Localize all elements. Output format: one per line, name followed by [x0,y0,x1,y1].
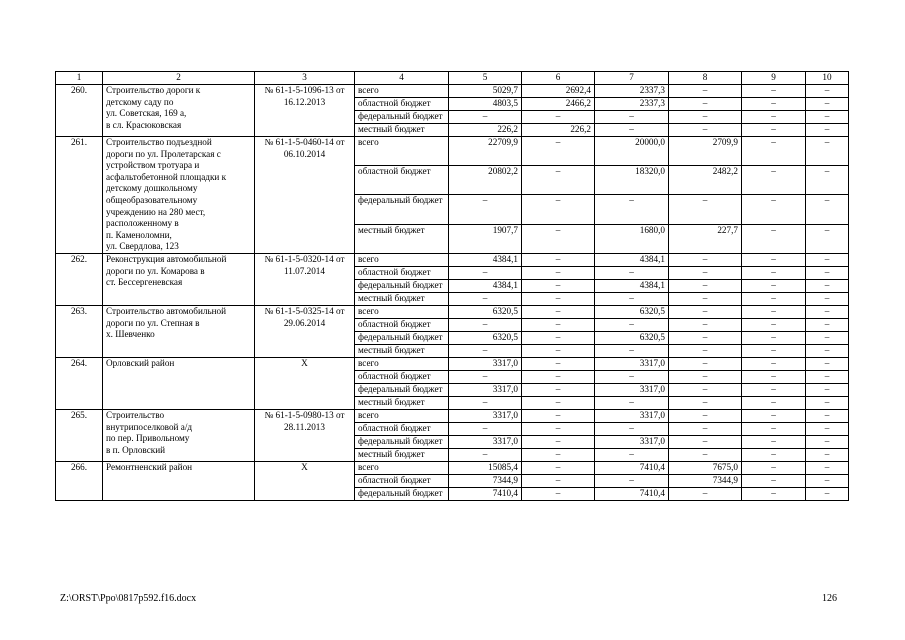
value-cell: – [742,137,806,166]
object-name-line: дороги по ул. Комарова в [106,265,205,276]
funding-source-cell: областной бюджет [355,370,449,383]
value-cell: 6320,5 [595,331,669,344]
value-cell: – [522,487,595,500]
value-cell: 15085,4 [449,461,522,474]
object-name-cell [103,137,255,254]
funding-source-cell: всего [355,137,449,166]
value-cell: 6320,5 [449,305,522,318]
object-name-line: п. Каменоломни, [106,229,172,240]
value-cell: 4384,1 [449,279,522,292]
funding-source-cell: местный бюджет [355,396,449,409]
value-cell: – [522,279,595,292]
funding-source-cell: местный бюджет [355,292,449,305]
value-cell: – [806,166,849,195]
document-ref-line: № 61-1-5-0320-14 от [264,253,345,264]
value-cell: 2466,2 [522,98,595,111]
value-cell: – [595,448,669,461]
value-cell: – [522,409,595,422]
funding-source-cell: всего [355,85,449,98]
value-cell: – [449,292,522,305]
value-cell: 18320,0 [595,166,669,195]
value-cell: 3317,0 [449,357,522,370]
value-cell: 20000,0 [595,137,669,166]
value-cell: – [522,474,595,487]
value-cell: – [806,448,849,461]
value-cell: – [669,253,742,266]
value-cell: – [742,357,806,370]
value-cell: – [806,195,849,224]
row-number-cell: 263. [56,305,103,357]
object-name-line: ул. Свердлова, 123 [106,241,179,252]
document-ref-cell [255,409,355,461]
object-name-line: х. Шевченко [106,329,155,340]
document-ref-line: № 61-1-5-0460-14 от [264,137,345,147]
value-cell: – [742,487,806,500]
funding-source-cell: местный бюджет [355,448,449,461]
row-number-cell: 260. [56,85,103,137]
header-cell: 2 [103,72,255,85]
value-cell: 7410,4 [595,487,669,500]
table-row [56,357,849,370]
value-cell: – [806,344,849,357]
value-cell: 3317,0 [449,409,522,422]
value-cell: – [595,474,669,487]
document-ref-line: № 61-1-5-1096-13 от [264,85,345,95]
document-ref-line: № 61-1-5-0980-13 от [264,409,345,420]
value-cell: – [806,266,849,279]
object-name-line: Реконструкция автомобильной [106,253,227,264]
value-cell: 5029,7 [449,85,522,98]
value-cell: 2337,3 [595,85,669,98]
row-number-cell: 262. [56,253,103,305]
value-cell: – [669,331,742,344]
value-cell: – [595,396,669,409]
value-cell: 4384,1 [595,279,669,292]
value-cell: – [449,370,522,383]
value-cell: – [522,166,595,195]
document-ref-line: 16.12.2013 [283,96,326,107]
value-cell: 3317,0 [595,435,669,448]
funding-source-cell: областной бюджет [355,422,449,435]
value-cell: – [669,383,742,396]
object-name-cell [103,305,255,357]
value-cell: – [522,396,595,409]
value-cell: – [669,357,742,370]
value-cell: – [806,124,849,137]
value-cell: 4384,1 [449,253,522,266]
value-cell: – [669,318,742,331]
value-cell: – [669,124,742,137]
value-cell: 226,2 [449,124,522,137]
value-cell: – [669,292,742,305]
value-cell: – [806,474,849,487]
value-cell: – [669,344,742,357]
value-cell: – [806,224,849,253]
value-cell: 2709,9 [669,137,742,166]
object-name-cell [103,461,255,500]
document-ref-cell [255,253,355,305]
value-cell: – [522,344,595,357]
object-name-cell [103,357,255,409]
value-cell: – [669,435,742,448]
value-cell: – [669,279,742,292]
value-cell: – [669,448,742,461]
value-cell: – [806,409,849,422]
object-name-line: внутрипоселковой а/д [106,421,193,432]
program-table [55,71,849,501]
header-cell: 10 [806,72,849,85]
document-ref-line: X [301,461,308,472]
document-ref-line: 11.07.2014 [283,265,325,276]
object-name-cell [103,253,255,305]
object-name-cell [103,85,255,137]
value-cell: – [522,195,595,224]
value-cell: – [522,292,595,305]
value-cell: – [806,435,849,448]
value-cell: 3317,0 [595,409,669,422]
value-cell: – [669,370,742,383]
value-cell: – [806,396,849,409]
value-cell: – [522,435,595,448]
funding-source-cell: всего [355,253,449,266]
value-cell: – [595,344,669,357]
value-cell: – [669,111,742,124]
value-cell: – [742,124,806,137]
value-cell: – [449,448,522,461]
document-ref-line: X [301,357,308,368]
object-name-line: Строительство автомобильной [106,305,227,316]
value-cell: – [595,266,669,279]
value-cell: – [742,195,806,224]
value-cell: – [595,422,669,435]
funding-source-cell: областной бюджет [355,318,449,331]
document-ref-cell [255,357,355,409]
row-number-cell: 261. [56,137,103,254]
value-cell: – [806,422,849,435]
header-cell: 3 [255,72,355,85]
document-ref-line: 28.11.2013 [283,421,325,432]
object-name-line: детскому дошкольному [106,183,198,194]
object-name-line: ул. Советская, 169 а, [106,108,187,119]
object-name-line: учреждению на 280 мест, [106,206,206,217]
value-cell: – [742,224,806,253]
value-cell: – [669,409,742,422]
table-row [56,461,849,474]
object-name-line: общеобразовательному [106,194,198,205]
value-cell: – [806,318,849,331]
value-cell: – [449,318,522,331]
funding-source-cell: областной бюджет [355,98,449,111]
value-cell: 4384,1 [595,253,669,266]
value-cell: – [806,111,849,124]
funding-source-cell: всего [355,305,449,318]
value-cell: – [449,422,522,435]
document-ref-cell [255,85,355,137]
value-cell: – [522,370,595,383]
value-cell: 227,7 [669,224,742,253]
object-name-line: ст. Бессергеневская [106,277,183,288]
value-cell: – [595,111,669,124]
value-cell: – [806,85,849,98]
value-cell: – [806,383,849,396]
value-cell: – [522,318,595,331]
funding-source-cell: местный бюджет [355,224,449,253]
object-name-line: по пер. Привольному [106,433,190,444]
header-cell: 6 [522,72,595,85]
value-cell: – [595,318,669,331]
table-row [56,305,849,318]
value-cell: – [742,409,806,422]
object-name-line: в п. Орловский [106,444,166,455]
object-name-line: расположенному в [106,218,179,229]
value-cell: – [806,357,849,370]
table-body [56,72,849,501]
object-name-line: асфальтобетонной площадки к [106,171,227,182]
object-name-line: устройством тротуара и [106,160,200,171]
value-cell: – [742,166,806,195]
value-cell: 7675,0 [669,461,742,474]
value-cell: – [669,85,742,98]
value-cell: – [669,305,742,318]
object-name-line: Ремонтненский район [106,461,193,472]
value-cell: – [669,98,742,111]
value-cell: – [742,383,806,396]
value-cell: – [669,396,742,409]
value-cell: – [522,137,595,166]
row-number-cell: 266. [56,461,103,500]
funding-source-cell: федеральный бюджет [355,279,449,292]
object-name-line: детскому саду по [106,96,174,107]
object-name-line: дороги по ул. Пролетарская с [106,148,221,159]
value-cell: – [742,370,806,383]
value-cell: 7410,4 [595,461,669,474]
funding-source-cell: федеральный бюджет [355,331,449,344]
value-cell: – [806,487,849,500]
header-cell: 1 [56,72,103,85]
value-cell: – [449,111,522,124]
value-cell: 20802,2 [449,166,522,195]
value-cell: – [742,422,806,435]
header-row [56,72,849,85]
value-cell: 3317,0 [595,383,669,396]
object-name-line: дороги по ул. Степная в [106,317,200,328]
value-cell: – [449,195,522,224]
value-cell: – [595,124,669,137]
value-cell: – [742,253,806,266]
funding-source-cell: федеральный бюджет [355,111,449,124]
document-ref-cell [255,137,355,254]
value-cell: – [742,98,806,111]
value-cell: 1680,0 [595,224,669,253]
table-row [56,253,849,266]
value-cell: – [742,85,806,98]
funding-source-cell: федеральный бюджет [355,435,449,448]
value-cell: – [669,422,742,435]
table-row [56,85,849,98]
funding-source-cell: федеральный бюджет [355,487,449,500]
value-cell: 6320,5 [449,331,522,344]
value-cell: 1907,7 [449,224,522,253]
funding-source-cell: всего [355,357,449,370]
value-cell: – [742,318,806,331]
value-cell: – [806,305,849,318]
value-cell: – [522,448,595,461]
value-cell: 4803,5 [449,98,522,111]
table-row [56,409,849,422]
page-number: 126 [822,593,837,604]
object-name-line: Строительство дороги к [106,85,201,95]
value-cell: 22709,9 [449,137,522,166]
value-cell: – [595,292,669,305]
value-cell: – [522,305,595,318]
funding-source-cell: областной бюджет [355,166,449,195]
value-cell: – [742,396,806,409]
funding-source-cell: всего [355,461,449,474]
header-cell: 7 [595,72,669,85]
value-cell: – [522,383,595,396]
value-cell: – [669,266,742,279]
value-cell: – [742,331,806,344]
value-cell: 7344,9 [449,474,522,487]
value-cell: 7410,4 [449,487,522,500]
value-cell: – [595,370,669,383]
value-cell: 2337,3 [595,98,669,111]
document-ref-line: № 61-1-5-0325-14 от [264,305,345,316]
funding-source-cell: федеральный бюджет [355,195,449,224]
header-cell: 9 [742,72,806,85]
value-cell: – [449,266,522,279]
header-cell: 8 [669,72,742,85]
value-cell: – [522,224,595,253]
value-cell: – [449,396,522,409]
value-cell: 3317,0 [595,357,669,370]
value-cell: – [595,195,669,224]
value-cell: – [742,461,806,474]
object-name-cell [103,409,255,461]
value-cell: – [742,266,806,279]
footer-file-path: Z:\ORST\Ppo\0817p592.f16.docx [60,593,197,604]
value-cell: – [742,344,806,357]
value-cell: – [742,448,806,461]
value-cell: – [806,370,849,383]
document-ref-line: 06.10.2014 [283,148,326,159]
document-ref-cell [255,461,355,500]
value-cell: – [742,292,806,305]
funding-source-cell: местный бюджет [355,124,449,137]
funding-source-cell: областной бюджет [355,474,449,487]
header-cell: 5 [449,72,522,85]
value-cell: – [806,98,849,111]
value-cell: – [669,195,742,224]
header-cell: 4 [355,72,449,85]
value-cell: – [742,305,806,318]
value-cell: 3317,0 [449,435,522,448]
value-cell: – [806,331,849,344]
value-cell: – [522,111,595,124]
value-cell: – [522,357,595,370]
row-number-cell: 264. [56,357,103,409]
object-name-line: Орловский район [106,357,175,368]
value-cell: – [806,253,849,266]
funding-source-cell: местный бюджет [355,344,449,357]
value-cell: – [522,253,595,266]
document-ref-cell [255,305,355,357]
row-number-cell: 265. [56,409,103,461]
value-cell: – [742,435,806,448]
object-name-line: Строительство подъездной [106,137,212,147]
value-cell: – [449,344,522,357]
value-cell: 2482,2 [669,166,742,195]
document-ref-line: 29.06.2014 [283,317,326,328]
value-cell: 2692,4 [522,85,595,98]
value-cell: – [522,422,595,435]
value-cell: – [522,331,595,344]
funding-source-cell: областной бюджет [355,266,449,279]
value-cell: 3317,0 [449,383,522,396]
value-cell: 7344,9 [669,474,742,487]
value-cell: – [522,461,595,474]
value-cell: – [742,279,806,292]
object-name-line: в сл. Красюковская [106,119,182,130]
funding-source-cell: всего [355,409,449,422]
table-row [56,137,849,166]
object-name-line: Строительство [106,409,165,420]
value-cell: – [806,279,849,292]
value-cell: – [806,461,849,474]
value-cell: – [742,111,806,124]
value-cell: – [669,487,742,500]
value-cell: – [806,137,849,166]
value-cell: – [806,292,849,305]
value-cell: 6320,5 [595,305,669,318]
value-cell: – [522,266,595,279]
value-cell: – [742,474,806,487]
value-cell: 226,2 [522,124,595,137]
funding-source-cell: федеральный бюджет [355,383,449,396]
